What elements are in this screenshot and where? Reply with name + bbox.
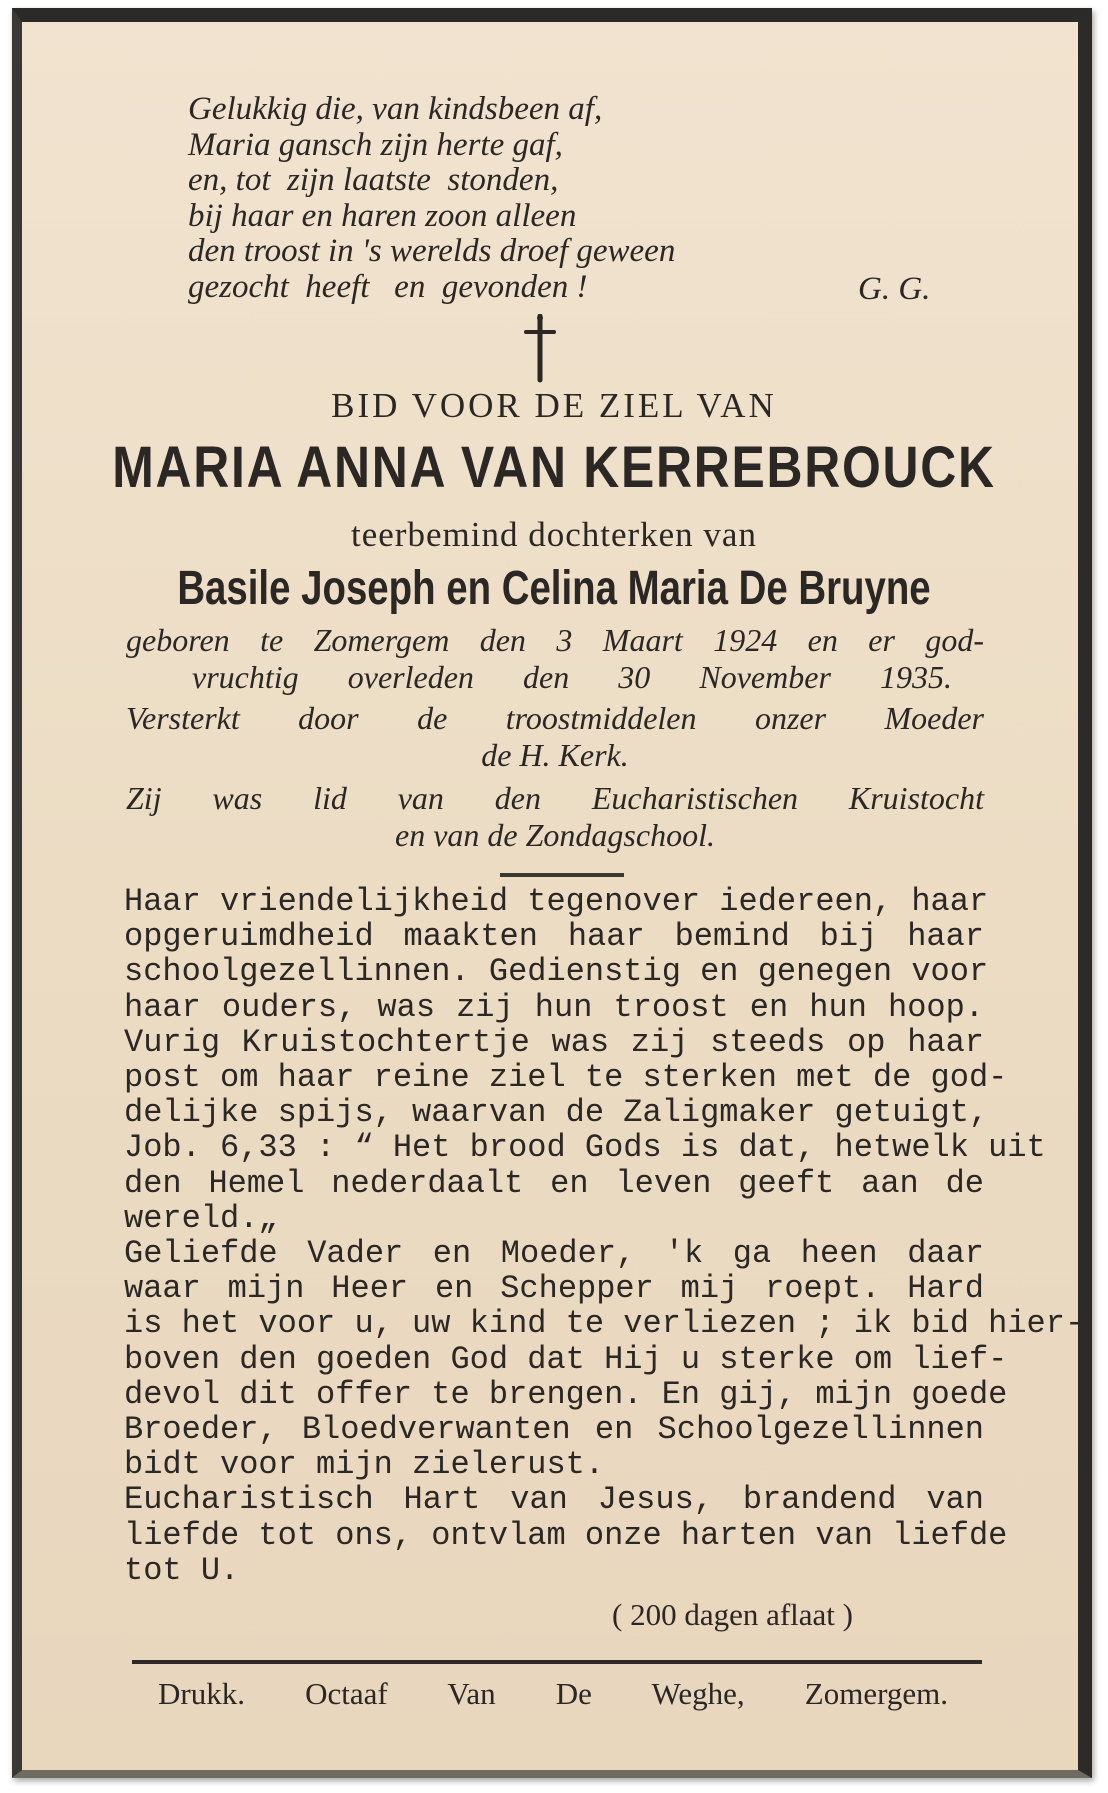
details-line: geboren te Zomergem den 3 Maart 1924 en er god- (126, 622, 984, 658)
eulogy-line: Geliefde Vader en Moeder, 'k ga heen daar (124, 1235, 984, 1273)
eulogy-line: boven den goeden God dat Hij u sterke om lief- (124, 1340, 1008, 1378)
details-line: Zij was lid van den Eucharistischen Kruistocht (126, 780, 984, 816)
poem-line: den troost in 's werelds droef geween (188, 233, 676, 269)
eulogy-line: Haar vriendelijkheid tegenover iedereen, haar (124, 883, 989, 920)
eulogy-line: schoolgezellinnen. Gedienstig en genegen voor (124, 953, 989, 991)
eulogy-line: devol dit offer te brengen. En gij, mijn goede (124, 1375, 1008, 1413)
deceased-name: MARIA ANNA VAN KERREBROUCK (112, 435, 996, 500)
details-line: Versterkt door de troostmiddelen onzer Moeder (126, 700, 984, 736)
eulogy-line: Broeder, Bloedverwanten en Schoolgezellinnen (124, 1411, 984, 1449)
poem-signature: G. G. (858, 271, 931, 307)
relationship-line: teerbemind dochterken van (351, 515, 757, 554)
details-line: de H. Kerk. (481, 737, 629, 773)
eulogy-line: Vurig Kruistochtertje was zij steeds op haar (124, 1023, 984, 1061)
birth-death-details (126, 622, 984, 854)
prayer-heading: BID VOOR DE ZIEL VAN (331, 386, 777, 425)
eulogy-line: bidt voor mijn zielerust. (124, 1446, 605, 1484)
poem-line: bij haar en haren zoon alleen (188, 197, 577, 234)
eulogy-line: den Hemel nederdaalt en leven geeft aan de (124, 1164, 984, 1202)
indulgence-note: ( 200 dagen aflaat ) (612, 1597, 853, 1632)
poem-line: gezocht heeft en gevonden ! (188, 268, 588, 305)
eulogy-line: waar mijn Heer en Schepper mij roept. Hard (124, 1270, 984, 1308)
poem-line: Maria gansch zijn herte gaf, (188, 126, 563, 163)
printer-credit: Drukk. Octaaf Van De Weghe, Zomergem. (158, 1676, 948, 1711)
eulogy-line: is het voor u, uw kind te verliezen ; ik bid hier- (124, 1305, 1085, 1343)
cross-icon (520, 314, 560, 384)
eulogy-line: haar ouders, was zij hun troost en hun hoop. (124, 988, 984, 1026)
eulogy-line: liefde tot ons, ontvlam onze harten van liefde (124, 1516, 1008, 1554)
details-line: en van de Zondagschool. (395, 817, 715, 853)
eulogy-line: opgeruimdheid maakten haar bemind bij haar (124, 918, 984, 956)
separator (500, 873, 624, 877)
poem-line: en, tot zijn laatste stonden, (188, 162, 559, 198)
eulogy-line: delijke spijs, waarvan de Zaligmaker getuigt, (124, 1094, 989, 1132)
eulogy-line: post om haar reine ziel te sterken met de god- (124, 1059, 1008, 1097)
poem-line: Gelukkig die, van kindsbeen af, (188, 91, 603, 127)
eulogy-line: tot U. (124, 1551, 240, 1589)
eulogy-text (124, 883, 1085, 1589)
eulogy-line: Eucharistisch Hart van Jesus, brandend van (124, 1481, 984, 1519)
eulogy-line: wereld.„ (124, 1199, 278, 1237)
poem (188, 92, 948, 305)
eulogy-line: Job. 6,33 : “ Het brood Gods is dat, hetwelk uit (124, 1129, 1046, 1167)
details-line: vruchtig overleden den 30 November 1935. (192, 659, 952, 695)
footer-rule (132, 1660, 982, 1664)
parents-names: Basile Joseph en Celina Maria De Bruyne (177, 562, 931, 615)
